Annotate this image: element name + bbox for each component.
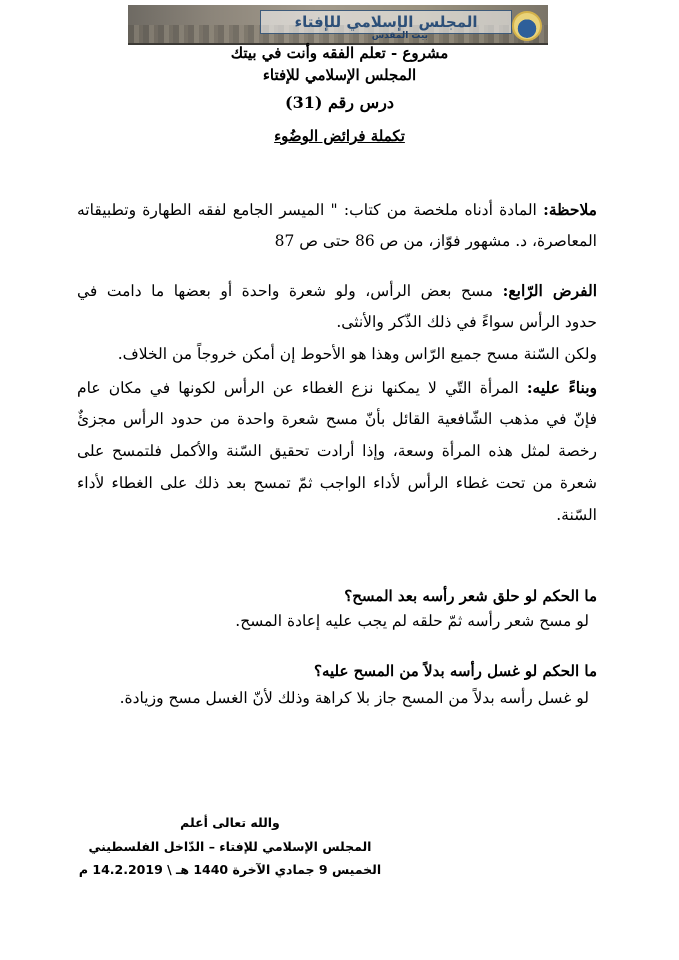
ruling-line-2: فإنّ في مذهب الشّافعية القائل بأنّ مسح شعرة واحدة من حدود الرأس مجزئٌ <box>77 410 597 428</box>
lesson-number: درس رقم (31) <box>285 93 394 112</box>
closing-phrase: والله تعالى أعلم <box>180 815 280 830</box>
ruling-line-1: وبناءً عليه: المرأة التّي لا يمكنها نزع الغطاء عن الرأس لكونها في مكان عام <box>77 378 597 397</box>
ruling-line-5: السّنة. <box>556 506 597 524</box>
fourth-obligation-line-1: الفرض الرّابع: مسح بعض الرأس، ولو شعرة واحدة أو بعضها ما دامت في <box>77 281 598 300</box>
lesson-title: تكملة فرائض الوضُوء <box>274 127 405 145</box>
council-emblem-icon <box>512 11 542 41</box>
fourth-obligation-line-3: ولكن السّنة مسح جميع الرّاس وهذا هو الأحوط إن أمكن خروجاً من الخلاف. <box>117 345 597 363</box>
header-banner <box>128 5 548 45</box>
project-title: مشروع - تعلم الفقه وأنت في بيتك <box>230 44 449 62</box>
note-line-2: المعاصرة، د. مشهور فوّاز، من ص 86 حتى ص 87 <box>274 232 597 250</box>
council-name: المجلس الإسلامي للإفتاء <box>262 66 417 84</box>
banner-subtitle: بيت المقدس <box>371 31 428 41</box>
banner-title: المجلس الإسلامي للإفتاء <box>260 10 512 34</box>
note-paragraph <box>77 200 597 264</box>
ruling-line-3: رخصة لمثل هذه المرأة وسعة، وإذا أرادت تحقيق السّنة والأكمل فلتمسح على <box>77 442 597 460</box>
fourth-obligation-label: الفرض الرّابع: <box>502 281 598 300</box>
question-1: ما الحكم لو حلق شعر رأسه بعد المسح؟ <box>344 587 597 605</box>
signature-council: المجلس الإسلامي للإفتاء – الدّاخل الفلسطيني <box>88 839 372 854</box>
note-line-1: ملاحظة: المادة أدناه ملخصة من كتاب: " الميسر الجامع لفقه الطهارة وتطبيقاته <box>77 200 597 219</box>
answer-1: لو مسح شعر رأسه ثمّ حلقه لم يجب عليه إعادة المسح. <box>235 612 589 630</box>
ruling-line-4: شعرة من تحت غطاء الرأس لأداء الواجب ثمّ تمسح بعد ذلك على الغطاء لأداء <box>77 474 597 492</box>
question-2: ما الحكم لو غسل رأسه بدلاً من المسح عليه؟ <box>314 662 597 680</box>
ruling-paragraph <box>77 378 597 538</box>
ruling-label: وبناءً عليه: <box>526 378 597 397</box>
signature-date: الخميس 9 جمادي الآخرة 1440 هـ \ 14.2.2019 م <box>78 862 382 877</box>
fourth-obligation-line-2: حدود الرأس سواءً في ذلك الذّكر والأنثى. <box>336 313 597 331</box>
answer-2: لو غسل رأسه بدلاً من المسح جاز بلا كراهة وذلك لأنّ الغسل مسح وزيادة. <box>119 689 589 707</box>
fourth-obligation-paragraph <box>77 281 597 377</box>
note-label: ملاحظة: <box>543 200 597 219</box>
